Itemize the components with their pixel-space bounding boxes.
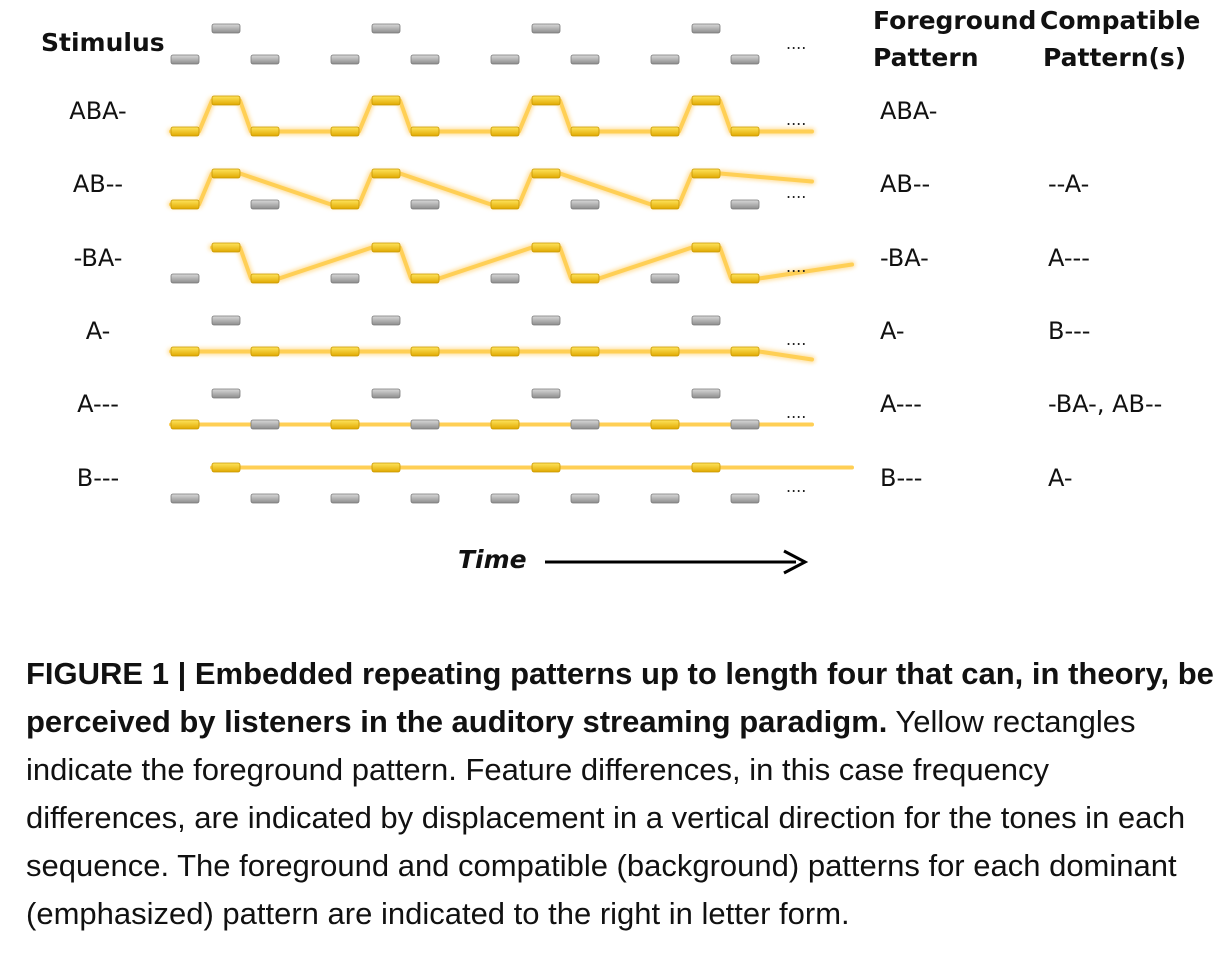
gray-tone [731,55,759,64]
gray-tone [411,200,439,209]
yellow-tone [491,200,519,209]
compatible-pattern: -BA-, AB-- [1048,390,1163,418]
yellow-tone [251,347,279,356]
yellow-tone [212,96,240,105]
yellow-tone [692,243,720,252]
yellow-tone [331,127,359,136]
yellow-tone [731,127,759,136]
yellow-tone [491,127,519,136]
gray-tone [212,24,240,33]
yellow-tone [372,243,400,252]
gray-tone [731,494,759,503]
gray-tone [532,389,560,398]
yellow-tone [212,169,240,178]
ellipsis: .... [786,403,807,422]
gray-tone [171,494,199,503]
yellow-tone [692,169,720,178]
foreground-pattern: B--- [880,464,923,492]
header-compatible-line1: Compatible [1040,6,1201,35]
header-compatible-line2: Pattern(s) [1043,43,1187,72]
yellow-tone [692,463,720,472]
gray-tone [491,494,519,503]
header-stimulus: Stimulus [41,28,165,57]
yellow-tone [331,200,359,209]
gray-tone [692,24,720,33]
yellow-tone [491,420,519,429]
gray-tone [571,55,599,64]
yellow-tone [171,127,199,136]
compatible-pattern: --A- [1048,170,1090,198]
figure-caption [26,650,1216,938]
gray-tone [651,274,679,283]
gray-tone [731,420,759,429]
yellow-tone [411,347,439,356]
yellow-tone [331,420,359,429]
gray-tone [491,274,519,283]
ellipsis: .... [786,34,807,53]
compatible-pattern: A- [1048,464,1073,492]
ellipsis: .... [786,257,807,276]
foreground-pattern: A--- [880,390,922,418]
yellow-tone [171,420,199,429]
ellipsis: .... [786,110,807,129]
gray-tone [251,55,279,64]
row-label: ABA- [69,97,127,125]
yellow-tone [532,463,560,472]
gray-tone [692,389,720,398]
gray-tone [532,24,560,33]
yellow-tone [372,463,400,472]
yellow-tone [411,127,439,136]
gray-tone [171,274,199,283]
gray-tone [491,55,519,64]
gray-tone [372,389,400,398]
yellow-tone [731,274,759,283]
gray-tone [571,420,599,429]
caption-body: Yellow rectangles indicate the foreground pattern. Feature differences, in this case frequency differences, are indicated by displacement in a vertical direction for the tones in each sequence. The foreground and compatible (background) patterns for each dominant (emphasized) pattern are indicated to the right in letter form. [26,704,1186,931]
gray-tone [212,389,240,398]
gray-tone [331,55,359,64]
yellow-tone [171,200,199,209]
foreground-pattern: A- [880,317,905,345]
yellow-tone [692,96,720,105]
ellipsis: .... [786,477,807,496]
row-label: -BA- [73,244,123,272]
yellow-tone [532,169,560,178]
gray-tone [571,200,599,209]
yellow-tone [571,274,599,283]
gray-tone [411,494,439,503]
compatible-pattern: B--- [1048,317,1091,345]
gray-tone [651,55,679,64]
yellow-tone [212,243,240,252]
row-label: AB-- [72,170,124,198]
gray-tone [372,316,400,325]
gray-tone [251,494,279,503]
foreground-pattern: AB-- [880,170,931,198]
yellow-tone [532,243,560,252]
yellow-tone [171,347,199,356]
gray-tone [251,420,279,429]
row-label: A--- [77,390,119,418]
ellipsis: .... [786,330,807,349]
gray-tone [331,494,359,503]
gray-tone [692,316,720,325]
header-foreground-line2: Pattern [873,43,979,72]
gray-tone [532,316,560,325]
time-label: Time [458,545,527,574]
gray-tone [571,494,599,503]
yellow-tone [372,96,400,105]
gray-tone [411,420,439,429]
row-label: A- [85,317,111,345]
foreground-pattern: -BA- [880,244,929,272]
gray-tone [731,200,759,209]
yellow-tone [651,200,679,209]
yellow-tone [331,347,359,356]
yellow-tone [411,274,439,283]
gray-tone [331,274,359,283]
yellow-tone [532,96,560,105]
gray-tone [651,494,679,503]
header-foreground-line1: Foreground [873,6,1037,35]
caption-title: FIGURE 1 | Embedded repeating patterns up to length four that can, in theory, be perceived by listeners in the auditory streaming paradigm. [26,656,1214,739]
yellow-tone [651,347,679,356]
yellow-tone [251,274,279,283]
yellow-tone [571,347,599,356]
yellow-tone [491,347,519,356]
gray-tone [171,55,199,64]
yellow-tone [651,127,679,136]
yellow-tone [651,420,679,429]
foreground-pattern: ABA- [880,97,938,125]
compatible-pattern: A--- [1048,244,1090,272]
yellow-tone [731,347,759,356]
row-label: B--- [76,464,120,492]
gray-tone [372,24,400,33]
yellow-tone [212,463,240,472]
yellow-tone [251,127,279,136]
yellow-tone [372,169,400,178]
ellipsis: .... [786,183,807,202]
yellow-tone [571,127,599,136]
gray-tone [251,200,279,209]
gray-tone [411,55,439,64]
gray-tone [212,316,240,325]
